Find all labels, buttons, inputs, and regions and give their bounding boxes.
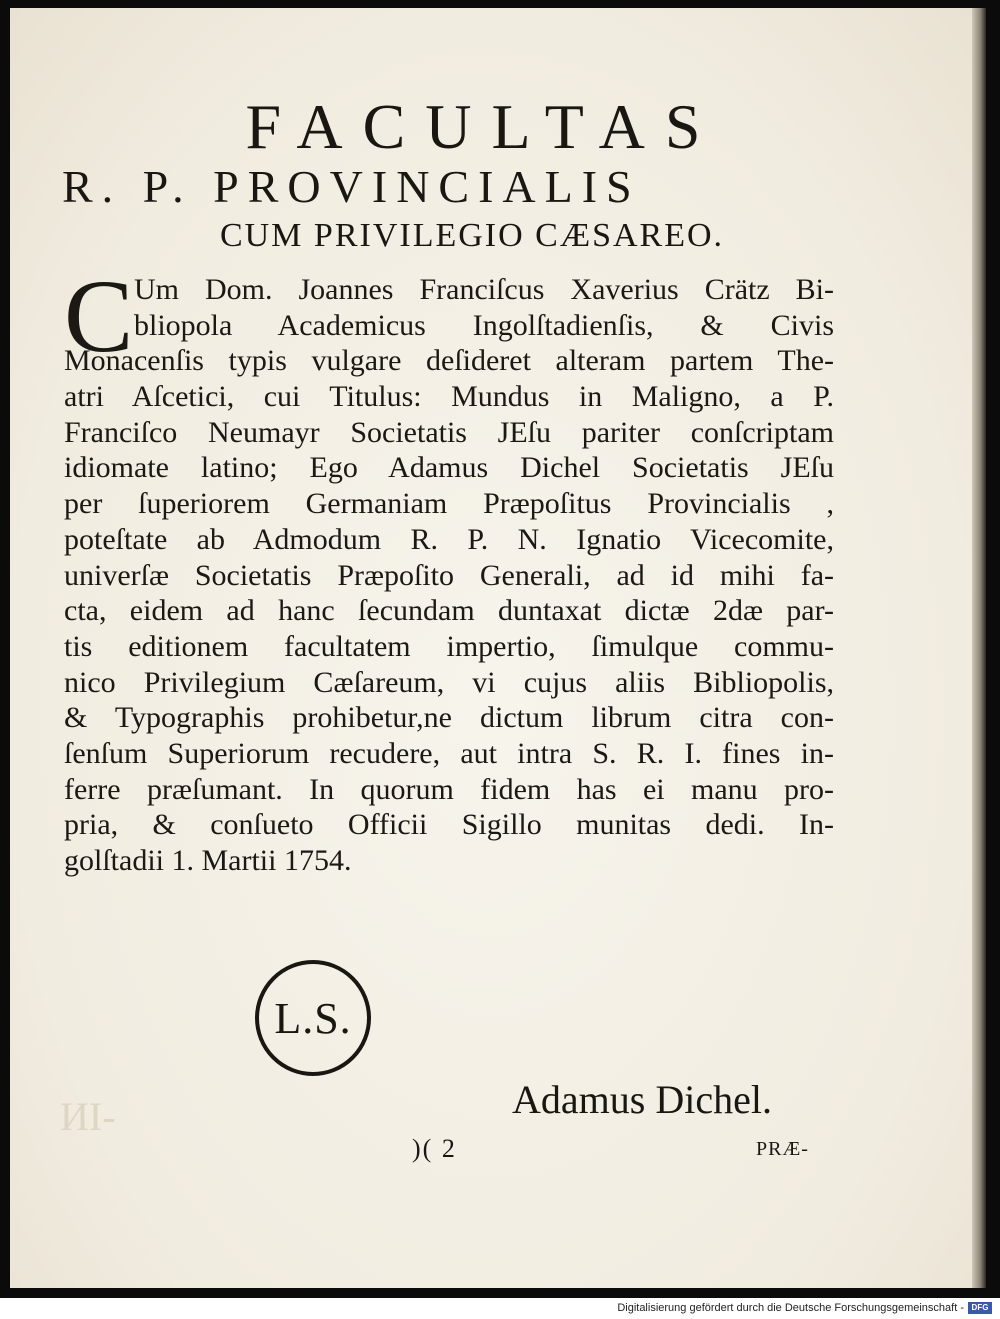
body-line: golſtadii 1. Martii 1754.	[64, 844, 352, 877]
catchword: PRÆ-	[756, 1138, 809, 1160]
body-line: atri Aſcetici, cui Titulus: Mundus in Maligno, a P.	[64, 380, 834, 414]
body-line: & Typographis prohibetur,ne dictum librum citra con-	[64, 701, 834, 735]
body-text	[64, 259, 834, 879]
body-line: per ſuperiorem Germaniam Præpoſitus Provincialis ,	[64, 487, 834, 521]
title-line-1: FACULTAS	[245, 91, 721, 162]
seal-text: L.S.	[274, 993, 352, 1043]
signature-mark: )( 2	[412, 1134, 457, 1163]
body-line: ferre præſumant. In quorum fidem has ei manu pro-	[64, 772, 834, 806]
body-line: bliopola Academicus Ingolſtadienſis, & Civis	[134, 308, 834, 342]
body-line: pria, & conſueto Officii Sigillo munitas dedi. In-	[64, 808, 834, 842]
show-through-left: ИI-	[60, 1094, 116, 1139]
body-line: idiomate latino; Ego Adamus Dichel Societatis JEſu	[64, 451, 834, 485]
body-line: Um Dom. Joannes Franciſcus Xaverius Crätz Bi-	[134, 273, 834, 306]
body-line: poteſtate ab Admodum R. P. N. Ignatio Vicecomite,	[64, 522, 834, 556]
signature: Adamus Dichel.	[512, 1077, 772, 1122]
footer-credit: Digitalisierung gefördert durch die Deutsche Forschungsgemeinschaft -	[617, 1302, 964, 1314]
title-line-2: R. P. PROVINCIALIS	[62, 161, 641, 212]
body-line: cta, eidem ad hanc ſecundam duntaxat dictæ 2dæ par-	[64, 594, 834, 628]
locus-sigilli-seal	[255, 960, 371, 1076]
body-line: Monacenſis typis vulgare deſideret alteram partem The-	[64, 344, 834, 378]
title-line-3: CUM PRIVILEGIO CÆSAREO.	[219, 217, 725, 254]
body-line: univerſæ Societatis Præpoſito Generali, ad id mihi fa-	[64, 558, 834, 592]
title-block	[62, 92, 882, 256]
body-line: tis editionem facultatem impertio, ſimulque commu-	[64, 629, 834, 663]
page-gutter	[972, 8, 986, 1288]
body-line: ſenſum Superiorum recudere, aut intra S. R. I. fines in-	[64, 736, 834, 770]
body-line: Franciſco Neumayr Societatis JEſu pariter conſcriptam	[64, 415, 834, 449]
body-line: nico Privilegium Cæſareum, vi cujus aliis Bibliopolis,	[64, 665, 834, 699]
drop-capital: C	[64, 259, 134, 374]
dfg-logo[interactable]: DFG	[968, 1302, 992, 1314]
